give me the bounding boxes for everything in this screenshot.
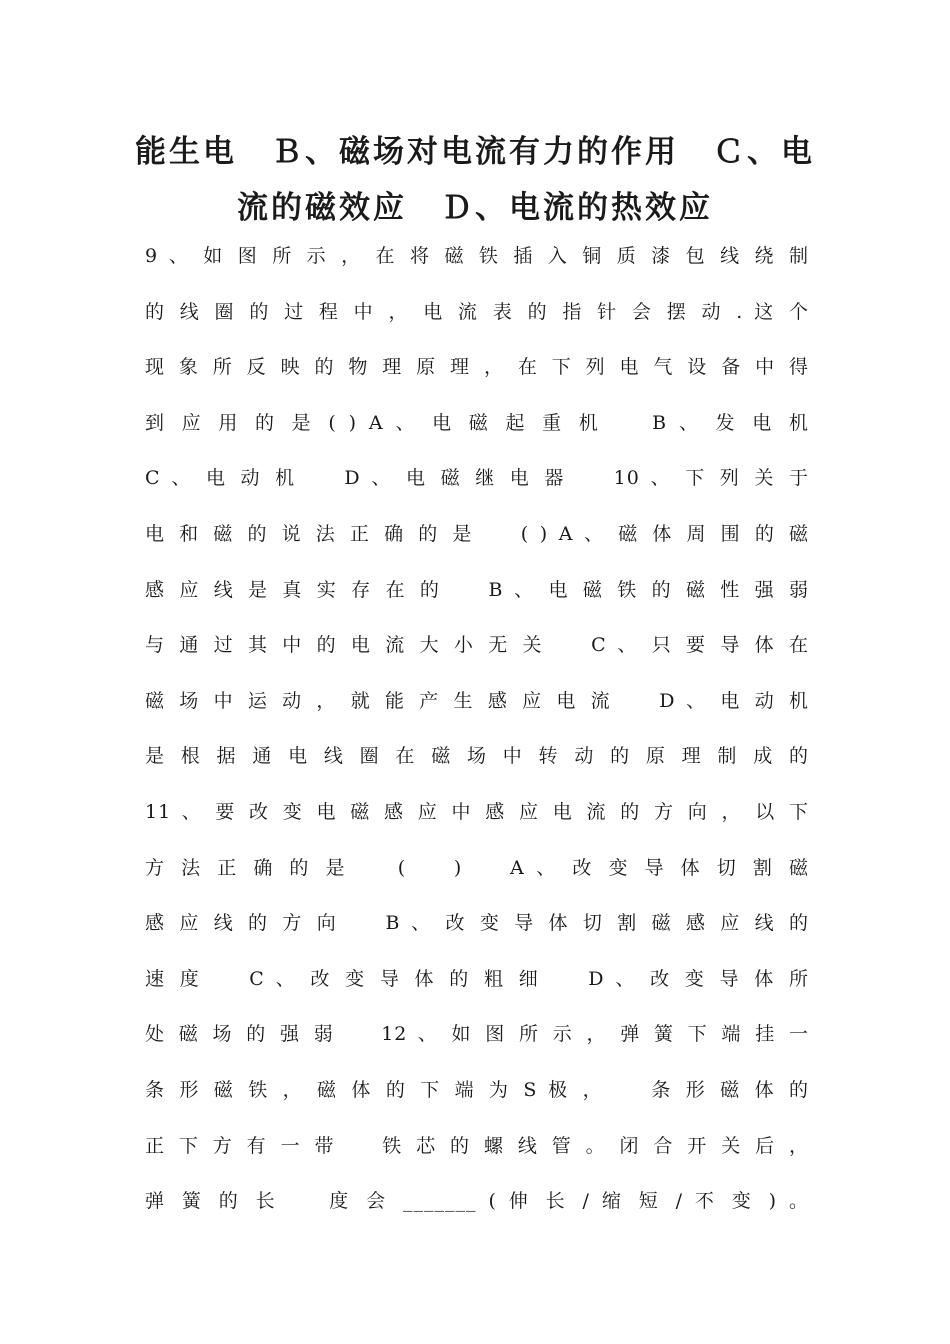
body-text-line: 感 应 线 是 真 实 存 在 的 B 、 电 磁 铁 的 磁 性 强 弱 [145,579,809,601]
body-text-line: 是 根 据 通 电 线 圈 在 磁 场 中 转 动 的 原 理 制 成 的 [145,745,837,767]
body-text-line: 处 磁 场 的 强 弱 12 、 如 图 所 示 ， 弹 簧 下 端 挂 一 [145,1023,809,1045]
body-text-line: 磁 场 中 运 动 ， 就 能 产 生 感 应 电 流 D 、 电 动 机 [145,690,809,712]
body-text-line: 到 应 用 的 是 ( ) A 、 电 磁 起 重 机 B 、 发 电 机 [145,412,837,434]
body-text-line: 弹 簧 的 长 度 会 _______ ( 伸 长 / 缩 短 / 不 变 ) 。 [145,1190,809,1212]
heading-line-1: 能生电 Ｂ、磁场对电流有力的作用 Ｃ、电 [135,134,815,170]
body-text-line: 与 通 过 其 中 的 电 流 大 小 无 关 C 、 只 要 导 体 在 [145,634,809,656]
body-text-line: 速 度 C 、 改 变 导 体 的 粗 细 D 、 改 变 导 体 所 [145,968,809,990]
body-text-line: 的 线 圈 的 过 程 中 ， 电 流 表 的 指 针 会 摆 动 . 这 个 [145,301,809,323]
body-text-line: 电 和 磁 的 说 法 正 确 的 是 ( ) A 、 磁 体 周 围 的 磁 [145,523,809,545]
body-text-line: 方 法 正 确 的 是 ( ) A 、 改 变 导 体 切 割 磁 [145,857,809,879]
body-text-line: 11 、 要 改 变 电 磁 感 应 中 感 应 电 流 的 方 向 ， 以 下 [145,801,809,823]
body-text-line: 感 应 线 的 方 向 B 、 改 变 导 体 切 割 磁 感 应 线 的 [145,912,809,934]
body-text-line: 条 形 磁 铁 ， 磁 体 的 下 端 为 S 极 ， 条 形 磁 体 的 [145,1079,809,1101]
body-text-line: 正 下 方 有 一 带 铁 芯 的 螺 线 管 。 闭 合 开 关 后 ， [145,1135,809,1157]
body-text-line: 现 象 所 反 映 的 物 理 原 理 ， 在 下 列 电 气 设 备 中 得 [145,356,809,378]
body-text-line: C 、 电 动 机 D 、 电 磁 继 电 器 10 、 下 列 关 于 [145,467,809,489]
heading-line-2: 流的磁效应 Ｄ、电流的热效应 [237,190,713,226]
body-text-line: 9 、 如 图 所 示 ， 在 将 磁 铁 插 入 铜 质 漆 包 线 绕 制 [145,245,809,267]
